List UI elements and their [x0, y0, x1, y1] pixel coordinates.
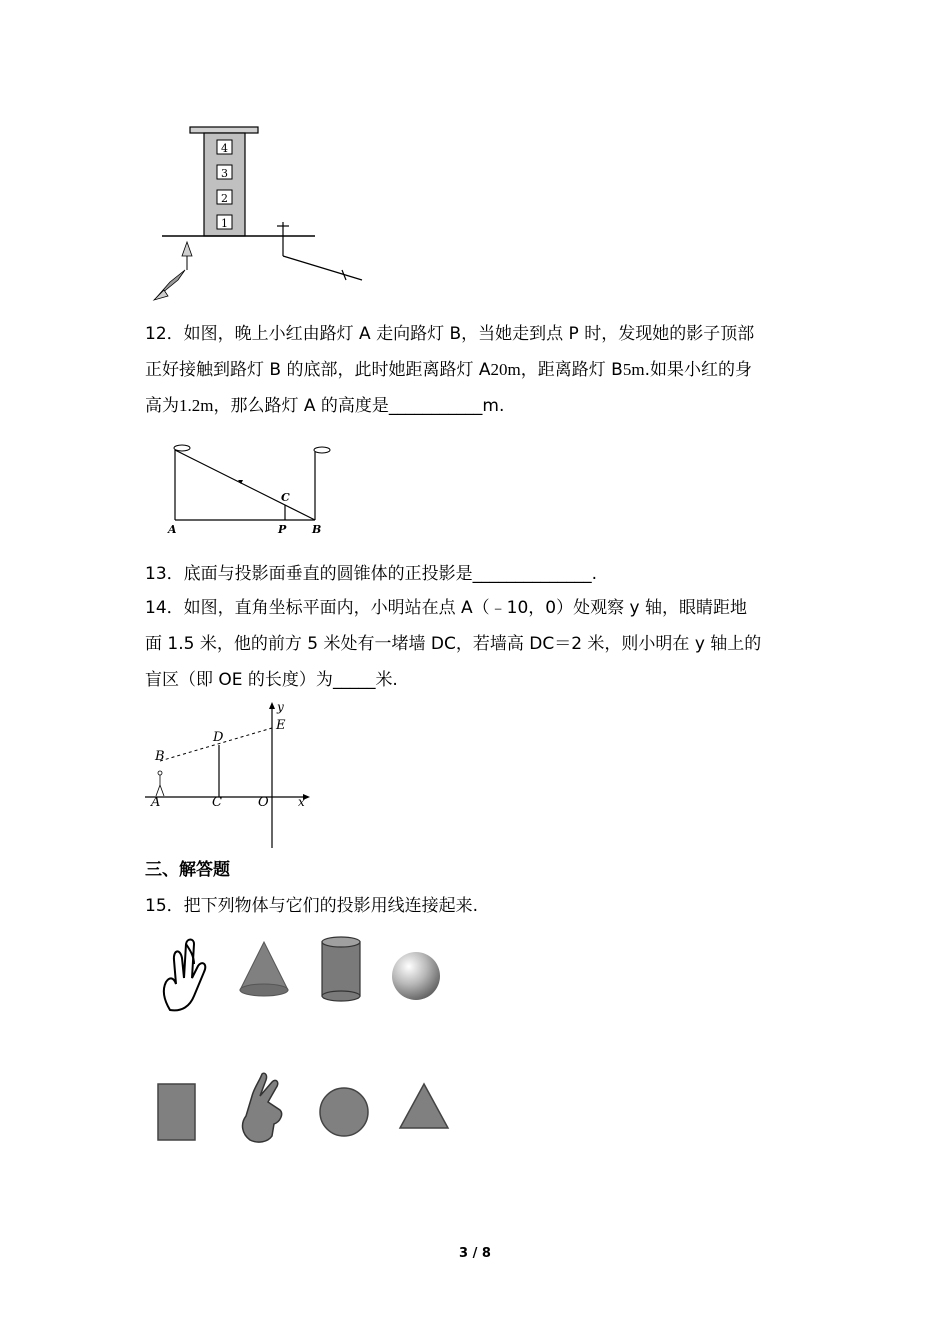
- sphere-icon: [392, 952, 440, 1000]
- section-3-title: 三、解答题: [145, 860, 230, 880]
- svg-text:x: x: [298, 795, 305, 809]
- compass-icon: [154, 242, 192, 300]
- svg-text:A: A: [168, 523, 177, 536]
- building-figure: [140, 120, 380, 310]
- projections-row: [150, 1070, 460, 1150]
- svg-text:E: E: [276, 718, 286, 733]
- svg-text:C: C: [281, 491, 290, 504]
- floor-4: 4: [221, 142, 228, 155]
- q13: 13．底面与投影面垂直的圆锥体的正投影是______________.: [145, 564, 598, 584]
- cylinder-icon: [322, 937, 360, 1001]
- street-lamp-figure: [160, 440, 350, 540]
- building-roof: [190, 127, 258, 133]
- q14-line3: 盲区（即 OE 的长度）为_____米.: [145, 670, 398, 690]
- rectangle-shadow-icon: [158, 1084, 195, 1140]
- lamp-b-icon: [314, 447, 330, 453]
- q12-line2: 正好接触到路灯 B 的底部，此时她距离路灯 A20m，距离路灯 B5m.如果小红的身: [145, 360, 752, 380]
- coordinate-figure: [140, 700, 320, 852]
- floor-1: 1: [221, 217, 228, 230]
- circle-shadow-icon: [320, 1088, 368, 1136]
- q12-line3: 高为1.2m，那么路灯 A 的高度是___________m.: [145, 396, 505, 416]
- q15: 15．把下列物体与它们的投影用线连接起来.: [145, 896, 479, 916]
- svg-text:P: P: [278, 523, 287, 536]
- lamp-shadow: [283, 256, 362, 280]
- floor-2: 2: [221, 192, 228, 205]
- triangle-shadow-icon: [400, 1084, 448, 1128]
- q12-line1: 12．如图，晚上小红由路灯 A 走向路灯 B，当她走到点 P 时，发现她的影子顶部: [145, 324, 755, 344]
- svg-text:y: y: [277, 700, 284, 714]
- svg-text:O: O: [258, 795, 269, 810]
- svg-text:D: D: [213, 730, 224, 745]
- hand-icon: [164, 940, 205, 1011]
- svg-text:B: B: [155, 749, 165, 764]
- svg-text:C: C: [212, 795, 222, 810]
- cone-icon: [240, 942, 288, 996]
- light-ray: [175, 450, 315, 520]
- svg-text:A: A: [151, 795, 161, 810]
- q14-line1: 14．如图，直角坐标平面内，小明站在点 A（﹣10，0）处观察 y 轴，眼睛距地: [145, 598, 747, 618]
- svg-text:B: B: [312, 523, 322, 536]
- person-icon: [156, 771, 164, 796]
- objects-row: [150, 930, 460, 1020]
- floor-3: 3: [221, 167, 228, 180]
- page-number: 3 / 8: [459, 1246, 491, 1261]
- hand-shadow-icon: [243, 1073, 282, 1142]
- q14-line2: 面 1.5 米，他的前方 5 米处有一堵墙 DC，若墙高 DC＝2 米，则小明在 y 轴上的: [145, 634, 762, 654]
